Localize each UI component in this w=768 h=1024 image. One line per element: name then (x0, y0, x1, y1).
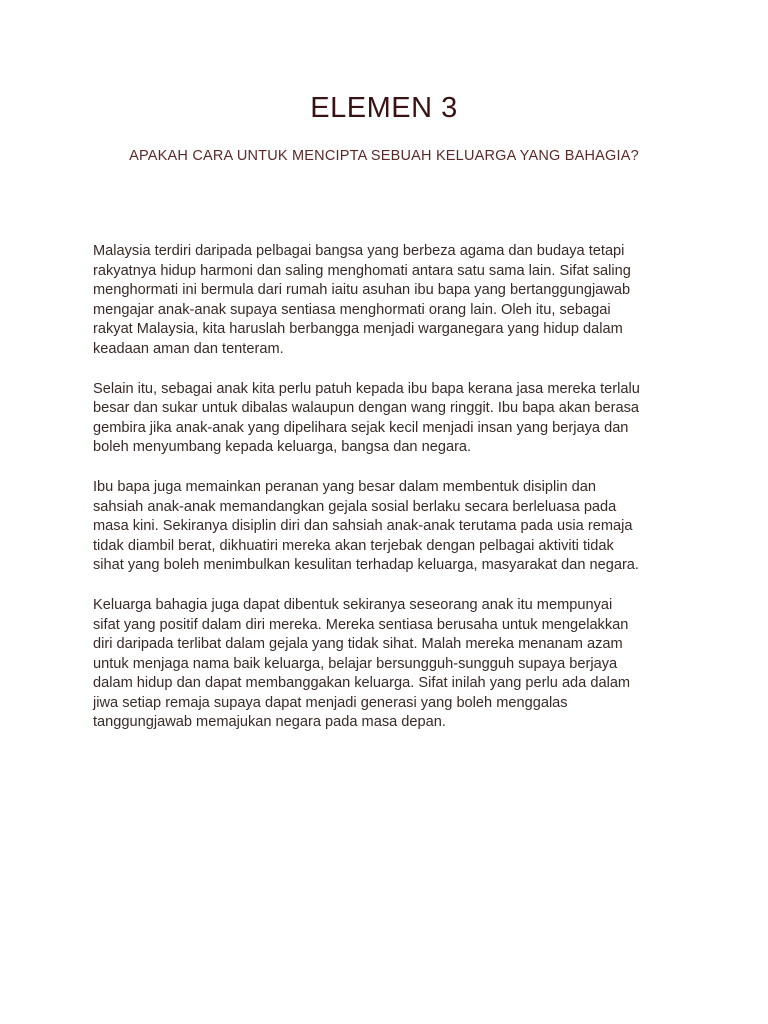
text-line: rakyat Malaysia, kita haruslah berbangga menjadi warganegara yang hidup dalam (93, 321, 623, 338)
text-line: Ibu bapa juga memainkan peranan yang besar dalam membentuk disiplin dan (93, 478, 596, 495)
text-line: tidak diambil berat, dikhuatiri mereka akan terjebak dengan pelbagai aktiviti tidak (93, 537, 614, 554)
text-line: tanggungjawab memajukan negara pada masa depan. (93, 714, 446, 731)
paragraph-1 (93, 242, 693, 360)
text-line: dalam hidup dan dapat membanggakan keluarga. Sifat inilah yang perlu ada dalam (93, 675, 631, 692)
page-title: ELEMEN 3 (310, 92, 458, 124)
text-line: jiwa setiap remaja supaya dapat menjadi generasi yang boleh menggalas (93, 694, 568, 711)
text-line: menghormati ini bermula dari rumah iaitu asuhan ibu bapa yang bertanggungjawab (93, 282, 631, 299)
text-line: besar dan sukar untuk dibalas walaupun dengan wang ringgit. Ibu bapa akan berasa (93, 400, 640, 417)
text-line: sahsiah anak-anak memandangkan gejala sosial berlaku secara berleluasa pada (93, 498, 617, 515)
text-line: gembira jika anak-anak yang dipelihara sejak kecil menjadi insan yang berjaya dan (93, 419, 629, 436)
text-line: Malaysia terdiri daripada pelbagai bangsa yang berbeza agama dan budaya tetapi (93, 243, 625, 259)
paragraph-3 (93, 478, 693, 576)
page-subtitle: APAKAH CARA UNTUK MENCIPTA SEBUAH KELUARGA YANG BAHAGIA? (129, 148, 639, 164)
text-line: rakyatnya hidup harmoni dan saling menghomati antara satu sama lain. Sifat saling (93, 262, 631, 279)
text-line: sihat yang boleh menimbulkan kesulitan terhadap keluarga, masyarakat dan negara. (93, 557, 639, 574)
text-line: keadaan aman dan tenteram. (93, 340, 284, 357)
document-body (93, 242, 693, 753)
text-line: mengajar anak-anak supaya sentiasa menghormati orang lain. Oleh itu, sebagai (93, 301, 611, 318)
text-line: Selain itu, sebagai anak kita perlu patuh kepada ibu bapa kerana jasa mereka terlalu (93, 380, 640, 397)
text-line: boleh menyumbang kepada keluarga, bangsa dan negara. (93, 439, 472, 456)
paragraph-4 (93, 596, 693, 733)
text-line: sifat yang positif dalam diri mereka. Mereka sentiasa berusaha untuk mengelakkan (93, 616, 629, 633)
paragraph-2 (93, 380, 693, 458)
text-line: untuk menjaga nama baik keluarga, belajar bersungguh-sungguh supaya berjaya (93, 655, 618, 672)
text-line: masa kini. Sekiranya disiplin diri dan sahsiah anak-anak terutama pada usia remaja (93, 518, 633, 535)
text-line: diri daripada terlibat dalam gejala yang tidak sihat. Malah mereka menanam azam (93, 636, 623, 653)
text-line: Keluarga bahagia juga dapat dibentuk sekiranya seseorang anak itu mempunyai (93, 596, 613, 613)
